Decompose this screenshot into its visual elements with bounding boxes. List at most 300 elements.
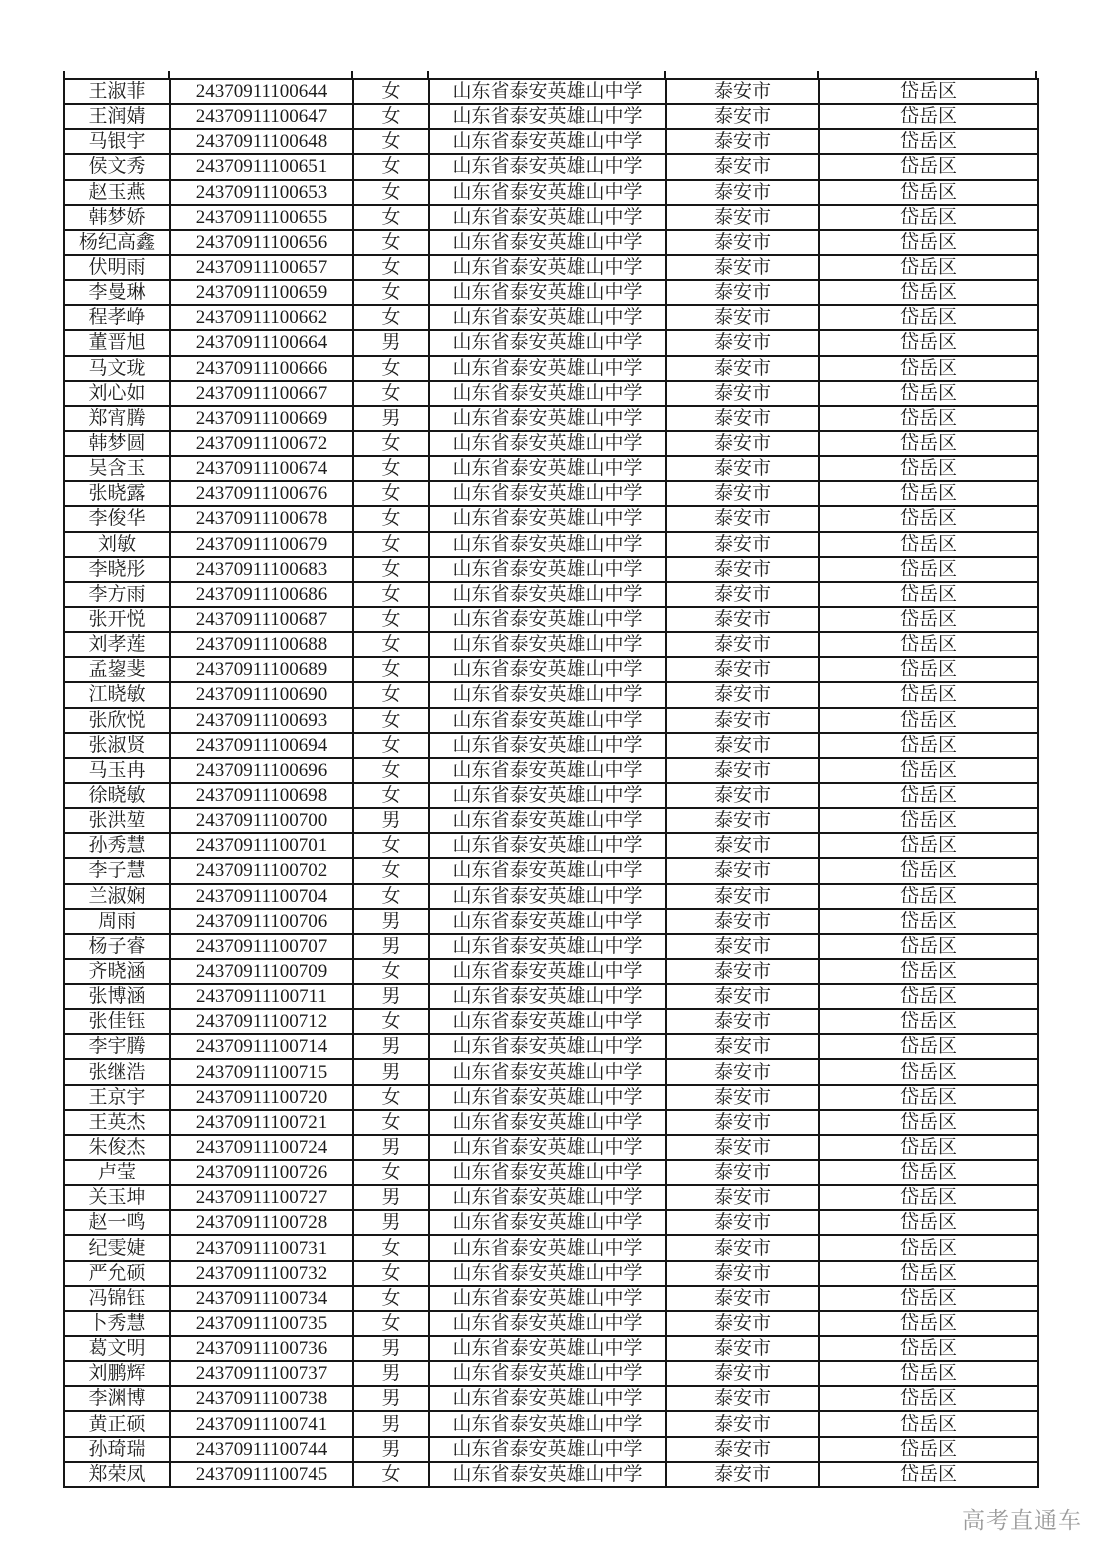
cell-school: 山东省泰安英雄山中学 [429,381,666,406]
table-row [64,582,1038,607]
cell-gender: 女 [353,532,429,557]
cell-city: 泰安市 [666,959,819,984]
cell-school: 山东省泰安英雄山中学 [429,481,666,506]
cell-gender: 女 [353,1462,429,1487]
cell-gender: 女 [353,833,429,858]
cell-school: 山东省泰安英雄山中学 [429,280,666,305]
cell-exam-id: 24370911100666 [170,356,353,381]
cell-student-name: 李方雨 [64,582,170,607]
table-row [64,481,1038,506]
table-row [64,180,1038,205]
cell-district: 岱岳区 [819,1085,1038,1110]
cell-district: 岱岳区 [819,506,1038,531]
cell-exam-id: 24370911100732 [170,1261,353,1286]
cell-exam-id: 24370911100664 [170,330,353,355]
cell-district: 岱岳区 [819,532,1038,557]
cell-school: 山东省泰安英雄山中学 [429,431,666,456]
cell-exam-id: 24370911100711 [170,984,353,1009]
cell-student-name: 张欣悦 [64,708,170,733]
table-row [64,431,1038,456]
cell-district: 岱岳区 [819,858,1038,883]
cell-district: 岱岳区 [819,1336,1038,1361]
cell-exam-id: 24370911100735 [170,1311,353,1336]
cell-school: 山东省泰安英雄山中学 [429,1411,666,1436]
cell-exam-id: 24370911100656 [170,230,353,255]
cell-city: 泰安市 [666,1361,819,1386]
cell-exam-id: 24370911100707 [170,934,353,959]
table-row [64,506,1038,531]
cell-school: 山东省泰安英雄山中学 [429,506,666,531]
cell-city: 泰安市 [666,532,819,557]
cell-school: 山东省泰安英雄山中学 [429,783,666,808]
cell-city: 泰安市 [666,1235,819,1260]
table-row [64,230,1038,255]
cell-district: 岱岳区 [819,1286,1038,1311]
cell-gender: 女 [353,1261,429,1286]
cell-exam-id: 24370911100712 [170,1009,353,1034]
cell-city: 泰安市 [666,230,819,255]
cell-district: 岱岳区 [819,1034,1038,1059]
cell-student-name: 郑荣凤 [64,1462,170,1487]
table-row [64,356,1038,381]
cell-city: 泰安市 [666,632,819,657]
cell-student-name: 李曼琳 [64,280,170,305]
cell-district: 岱岳区 [819,1009,1038,1034]
cell-student-name: 周雨 [64,909,170,934]
cell-school: 山东省泰安英雄山中学 [429,1311,666,1336]
cell-gender: 女 [353,1235,429,1260]
cell-exam-id: 24370911100700 [170,808,353,833]
cell-city: 泰安市 [666,1210,819,1235]
table-row [64,1160,1038,1185]
cell-gender: 男 [353,1210,429,1235]
cell-district: 岱岳区 [819,154,1038,179]
cell-district: 岱岳区 [819,1386,1038,1411]
cell-city: 泰安市 [666,1009,819,1034]
cell-city: 泰安市 [666,456,819,481]
cell-student-name: 马文珑 [64,356,170,381]
table-row [64,1185,1038,1210]
cell-gender: 女 [353,255,429,280]
cell-district: 岱岳区 [819,909,1038,934]
cell-gender: 女 [353,205,429,230]
cell-gender: 女 [353,1110,429,1135]
table-row [64,1085,1038,1110]
cell-gender: 女 [353,129,429,154]
table-row [64,657,1038,682]
cell-gender: 女 [353,607,429,632]
cell-exam-id: 24370911100704 [170,884,353,909]
cell-student-name: 张开悦 [64,607,170,632]
cell-exam-id: 24370911100696 [170,758,353,783]
cell-gender: 女 [353,305,429,330]
cell-district: 岱岳区 [819,808,1038,833]
cell-city: 泰安市 [666,708,819,733]
cell-student-name: 赵一鸣 [64,1210,170,1235]
cell-exam-id: 24370911100690 [170,682,353,707]
cell-exam-id: 24370911100659 [170,280,353,305]
cell-student-name: 关玉坤 [64,1185,170,1210]
cell-district: 岱岳区 [819,632,1038,657]
table-row [64,1361,1038,1386]
cell-student-name: 李俊华 [64,506,170,531]
table-row [64,1034,1038,1059]
cell-student-name: 李宇腾 [64,1034,170,1059]
cell-student-name: 朱俊杰 [64,1135,170,1160]
cell-district: 岱岳区 [819,1462,1038,1487]
cell-exam-id: 24370911100737 [170,1361,353,1386]
cell-city: 泰安市 [666,1261,819,1286]
cell-city: 泰安市 [666,682,819,707]
cell-district: 岱岳区 [819,934,1038,959]
table-row [64,758,1038,783]
cell-student-name: 张淑贤 [64,733,170,758]
cell-district: 岱岳区 [819,682,1038,707]
cell-school: 山东省泰安英雄山中学 [429,255,666,280]
cell-school: 山东省泰安英雄山中学 [429,808,666,833]
cell-school: 山东省泰安英雄山中学 [429,758,666,783]
cell-gender: 男 [353,1411,429,1436]
cell-student-name: 张博涵 [64,984,170,1009]
cell-gender: 男 [353,808,429,833]
cell-school: 山东省泰安英雄山中学 [429,733,666,758]
cell-district: 岱岳区 [819,1235,1038,1260]
cell-student-name: 兰淑娴 [64,884,170,909]
cell-school: 山东省泰安英雄山中学 [429,1286,666,1311]
cell-district: 岱岳区 [819,758,1038,783]
cell-student-name: 孙琦瑞 [64,1437,170,1462]
cell-exam-id: 24370911100669 [170,406,353,431]
cell-city: 泰安市 [666,330,819,355]
cell-exam-id: 24370911100683 [170,557,353,582]
cell-district: 岱岳区 [819,1160,1038,1185]
cell-student-name: 刘敏 [64,532,170,557]
cell-exam-id: 24370911100745 [170,1462,353,1487]
cell-school: 山东省泰安英雄山中学 [429,1110,666,1135]
cell-exam-id: 24370911100736 [170,1336,353,1361]
cell-city: 泰安市 [666,733,819,758]
cell-gender: 女 [353,682,429,707]
cell-exam-id: 24370911100709 [170,959,353,984]
table-row [64,129,1038,154]
cell-gender: 男 [353,1135,429,1160]
cell-student-name: 杨子睿 [64,934,170,959]
cell-gender: 男 [353,1336,429,1361]
cell-exam-id: 24370911100721 [170,1110,353,1135]
cell-school: 山东省泰安英雄山中学 [429,129,666,154]
table-row [64,682,1038,707]
table-row [64,1336,1038,1361]
table-row [64,381,1038,406]
table-row [64,1411,1038,1436]
cell-school: 山东省泰安英雄山中学 [429,1009,666,1034]
cell-city: 泰安市 [666,1110,819,1135]
table-row [64,104,1038,129]
cell-exam-id: 24370911100667 [170,381,353,406]
cell-gender: 女 [353,657,429,682]
cell-exam-id: 24370911100687 [170,607,353,632]
cell-school: 山东省泰安英雄山中学 [429,1386,666,1411]
table-row [64,632,1038,657]
cell-district: 岱岳区 [819,1059,1038,1084]
cell-school: 山东省泰安英雄山中学 [429,1437,666,1462]
cell-gender: 女 [353,733,429,758]
cell-student-name: 齐晓涵 [64,959,170,984]
cell-school: 山东省泰安英雄山中学 [429,305,666,330]
cell-district: 岱岳区 [819,280,1038,305]
cell-city: 泰安市 [666,758,819,783]
cell-school: 山东省泰安英雄山中学 [429,884,666,909]
cell-city: 泰安市 [666,858,819,883]
cell-city: 泰安市 [666,934,819,959]
cell-student-name: 刘鹏辉 [64,1361,170,1386]
cell-gender: 男 [353,984,429,1009]
cell-city: 泰安市 [666,356,819,381]
cell-exam-id: 24370911100720 [170,1085,353,1110]
cell-school: 山东省泰安英雄山中学 [429,180,666,205]
cell-school: 山东省泰安英雄山中学 [429,456,666,481]
cell-gender: 女 [353,1286,429,1311]
cell-gender: 女 [353,708,429,733]
cell-city: 泰安市 [666,607,819,632]
cell-gender: 女 [353,104,429,129]
cell-exam-id: 24370911100647 [170,104,353,129]
cell-exam-id: 24370911100744 [170,1437,353,1462]
cell-city: 泰安市 [666,431,819,456]
table-row [64,305,1038,330]
table-row [64,1462,1038,1487]
cell-district: 岱岳区 [819,255,1038,280]
table-row [64,909,1038,934]
cell-student-name: 徐晓敏 [64,783,170,808]
student-roster-table [63,78,1039,1488]
table-row [64,255,1038,280]
cell-student-name: 黄正硕 [64,1411,170,1436]
cell-gender: 女 [353,79,429,104]
cell-city: 泰安市 [666,1034,819,1059]
table-row [64,783,1038,808]
cell-exam-id: 24370911100726 [170,1160,353,1185]
cell-district: 岱岳区 [819,180,1038,205]
cell-school: 山东省泰安英雄山中学 [429,607,666,632]
cell-gender: 男 [353,1386,429,1411]
cell-exam-id: 24370911100728 [170,1210,353,1235]
cell-district: 岱岳区 [819,1261,1038,1286]
table-row [64,1311,1038,1336]
table-row [64,280,1038,305]
table-row [64,884,1038,909]
cell-student-name: 葛文明 [64,1336,170,1361]
cell-district: 岱岳区 [819,205,1038,230]
cell-student-name: 赵玉燕 [64,180,170,205]
cell-school: 山东省泰安英雄山中学 [429,1261,666,1286]
cell-student-name: 冯锦钰 [64,1286,170,1311]
cell-exam-id: 24370911100727 [170,1185,353,1210]
cell-gender: 女 [353,582,429,607]
cell-gender: 女 [353,632,429,657]
cell-school: 山东省泰安英雄山中学 [429,79,666,104]
cell-exam-id: 24370911100676 [170,481,353,506]
cell-gender: 男 [353,1185,429,1210]
table-row [64,532,1038,557]
cell-exam-id: 24370911100686 [170,582,353,607]
cell-gender: 女 [353,230,429,255]
cell-exam-id: 24370911100731 [170,1235,353,1260]
cell-city: 泰安市 [666,1386,819,1411]
cell-student-name: 卜秀慧 [64,1311,170,1336]
cell-district: 岱岳区 [819,456,1038,481]
cell-gender: 女 [353,884,429,909]
cell-district: 岱岳区 [819,330,1038,355]
cell-student-name: 张洪堃 [64,808,170,833]
table-row [64,1110,1038,1135]
cell-city: 泰安市 [666,79,819,104]
cell-gender: 女 [353,1085,429,1110]
cell-district: 岱岳区 [819,607,1038,632]
cell-exam-id: 24370911100694 [170,733,353,758]
cell-exam-id: 24370911100674 [170,456,353,481]
cell-district: 岱岳区 [819,104,1038,129]
cell-district: 岱岳区 [819,1185,1038,1210]
cell-exam-id: 24370911100648 [170,129,353,154]
table-row [64,154,1038,179]
table-row [64,1386,1038,1411]
cell-district: 岱岳区 [819,129,1038,154]
cell-student-name: 李子慧 [64,858,170,883]
table-row [64,833,1038,858]
cell-district: 岱岳区 [819,884,1038,909]
cell-city: 泰安市 [666,984,819,1009]
cell-district: 岱岳区 [819,431,1038,456]
table-row [64,858,1038,883]
cell-city: 泰安市 [666,481,819,506]
cell-city: 泰安市 [666,129,819,154]
cell-student-name: 王京宇 [64,1085,170,1110]
cell-student-name: 李渊博 [64,1386,170,1411]
cell-student-name: 郑宵腾 [64,406,170,431]
cell-gender: 男 [353,1034,429,1059]
cell-district: 岱岳区 [819,1135,1038,1160]
cell-school: 山东省泰安英雄山中学 [429,205,666,230]
cell-exam-id: 24370911100689 [170,657,353,682]
cell-city: 泰安市 [666,1185,819,1210]
cell-school: 山东省泰安英雄山中学 [429,582,666,607]
cell-exam-id: 24370911100715 [170,1059,353,1084]
cell-student-name: 张晓露 [64,481,170,506]
cell-city: 泰安市 [666,1336,819,1361]
cell-city: 泰安市 [666,506,819,531]
table-row [64,1261,1038,1286]
cell-district: 岱岳区 [819,959,1038,984]
cell-district: 岱岳区 [819,1361,1038,1386]
cell-exam-id: 24370911100698 [170,783,353,808]
cell-city: 泰安市 [666,657,819,682]
cell-district: 岱岳区 [819,708,1038,733]
cell-district: 岱岳区 [819,1311,1038,1336]
cell-exam-id: 24370911100714 [170,1034,353,1059]
table-row [64,959,1038,984]
cell-school: 山东省泰安英雄山中学 [429,1085,666,1110]
cell-city: 泰安市 [666,1160,819,1185]
cell-school: 山东省泰安英雄山中学 [429,230,666,255]
cell-city: 泰安市 [666,280,819,305]
cell-student-name: 王英杰 [64,1110,170,1135]
cell-school: 山东省泰安英雄山中学 [429,356,666,381]
table-row [64,708,1038,733]
cell-city: 泰安市 [666,1286,819,1311]
cell-gender: 女 [353,180,429,205]
cell-student-name: 马银宇 [64,129,170,154]
cell-student-name: 杨纪高鑫 [64,230,170,255]
cell-student-name: 程孝峥 [64,305,170,330]
cell-district: 岱岳区 [819,783,1038,808]
cell-gender: 女 [353,783,429,808]
cell-student-name: 孟鋆斐 [64,657,170,682]
cell-school: 山东省泰安英雄山中学 [429,1235,666,1260]
cell-exam-id: 24370911100734 [170,1286,353,1311]
table-row [64,1286,1038,1311]
cell-exam-id: 24370911100662 [170,305,353,330]
cell-district: 岱岳区 [819,582,1038,607]
cell-gender: 女 [353,1160,429,1185]
cell-gender: 男 [353,1361,429,1386]
cell-student-name: 韩梦娇 [64,205,170,230]
cell-school: 山东省泰安英雄山中学 [429,154,666,179]
cell-district: 岱岳区 [819,305,1038,330]
cell-exam-id: 24370911100679 [170,532,353,557]
table-row [64,733,1038,758]
cell-school: 山东省泰安英雄山中学 [429,1336,666,1361]
table-row [64,808,1038,833]
cell-city: 泰安市 [666,406,819,431]
cell-gender: 男 [353,330,429,355]
cell-gender: 女 [353,456,429,481]
cell-gender: 男 [353,406,429,431]
table-row [64,330,1038,355]
cell-school: 山东省泰安英雄山中学 [429,682,666,707]
cell-student-name: 董晋旭 [64,330,170,355]
table-row [64,79,1038,104]
cell-city: 泰安市 [666,808,819,833]
cell-gender: 女 [353,1311,429,1336]
cell-exam-id: 24370911100653 [170,180,353,205]
cell-district: 岱岳区 [819,557,1038,582]
cell-school: 山东省泰安英雄山中学 [429,1185,666,1210]
cell-school: 山东省泰安英雄山中学 [429,1462,666,1487]
table-row [64,607,1038,632]
cell-exam-id: 24370911100644 [170,79,353,104]
cell-gender: 女 [353,1009,429,1034]
cell-gender: 男 [353,1059,429,1084]
cell-school: 山东省泰安英雄山中学 [429,657,666,682]
cell-school: 山东省泰安英雄山中学 [429,406,666,431]
table-row [64,934,1038,959]
cell-school: 山东省泰安英雄山中学 [429,984,666,1009]
table-row [64,1235,1038,1260]
table-row [64,1210,1038,1235]
cell-school: 山东省泰安英雄山中学 [429,1160,666,1185]
table-row [64,984,1038,1009]
cell-gender: 女 [353,431,429,456]
cell-student-name: 卢莹 [64,1160,170,1185]
table-row [64,1059,1038,1084]
cell-student-name: 吴含玉 [64,456,170,481]
cell-school: 山东省泰安英雄山中学 [429,909,666,934]
cell-district: 岱岳区 [819,1411,1038,1436]
cell-student-name: 王淑菲 [64,79,170,104]
cell-district: 岱岳区 [819,356,1038,381]
cell-student-name: 王润婧 [64,104,170,129]
